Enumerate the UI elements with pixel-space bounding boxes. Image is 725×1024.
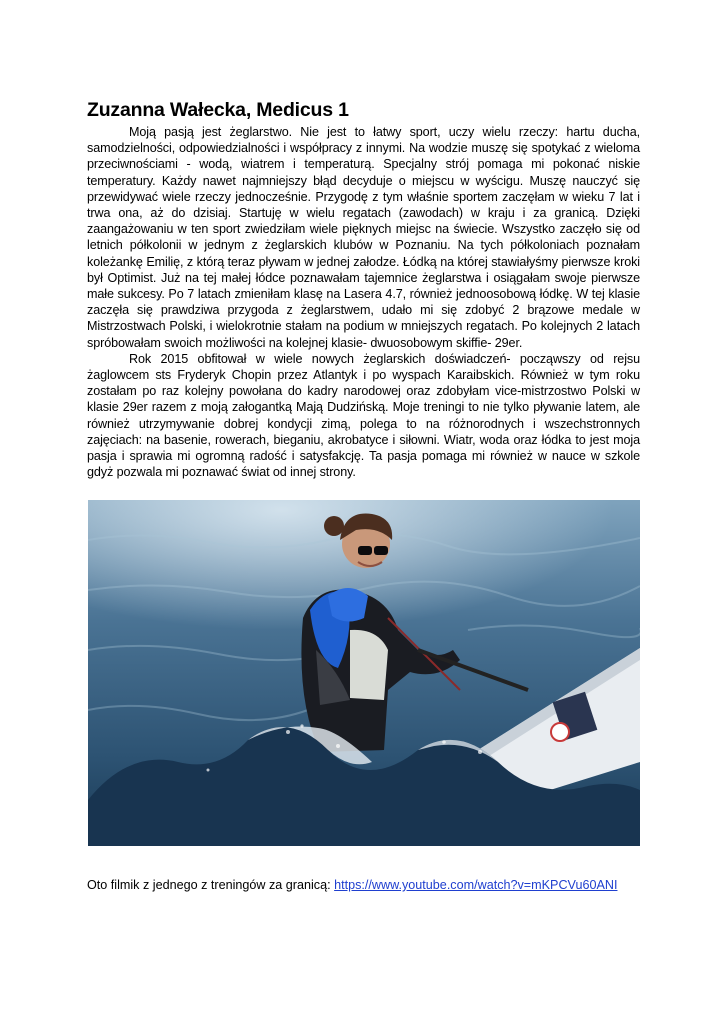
footer-video-line [87,878,617,892]
page-title: Zuzanna Wałecka, Medicus 1 [87,99,349,122]
footer-text: Oto filmik z jednego z treningów za granicą: [87,878,335,892]
article-body [87,124,640,480]
paragraph-1: Moją pasją jest żeglarstwo. Nie jest to łatwy sport, uczy wielu rzeczy: hartu ducha, samodzielności, odpowiedzialności i współpracy z innymi. Na wodzie muszę się spotykać z wieloma przeciwnościami - wodą, wiatrem i temperaturą. Specjalny strój pomaga mi pokonać niskie temperatury. Każdy nawet najmniejszy błąd decyduje o miejscu w wyścigu. Muszę nauczyć się przewidywać wiele rzeczy jednocześnie. Przygodę z tym właśnie sportem zaczęłam w wieku 7 lat i trwa ona, aż do dzisiaj. Startuję w wielu regatach (zawodach) w kraju i za granicą. Dzięki zaangażowaniu w ten sport zwiedziłam wiele pięknych miejsc na świecie. Wszystko zaczęło się od letnich półkolonii w jednym z żeglarskich klubów w Poznaniu. Na tych półkoloniach poznałam koleżankę Emilię, z którą teraz pływam w jednej załodze. Łódką na której stawiałyśmy pierwsze kroki był Optimist. Już na tej małej łódce poznawałam tajemnice żeglarstwa i osiągałam swoje pierwsze małe sukcesy. Po 7 latach zmieniłam klasę na Lasera 4.7, również jednoosobową łódkę. W tej klasie zaczęła się prawdziwa przygoda z żeglarstwem, udało mi się zdobyć 2 brązowe medale w Mistrzostwach Polski, i wielokrotnie stałam na podium w mniejszych regatach. Po kolejnych 2 latach spróbowałam swoich możliwości na kolejnej klasie- dwuosobowym skiffie- 29er. [87,125,640,350]
youtube-link[interactable]: https://www.youtube.com/watch?v=mKPCVu60ANI [334,878,618,892]
sailor-photo-illustration [88,500,640,846]
sailor-photo [88,500,640,846]
paragraph-2: Rok 2015 obfitował w wiele nowych żeglarskich doświadczeń- począwszy od rejsu żaglowcem sts Fryderyk Chopin przez Atlantyk i po wyspach Karaibskich. Również w tym roku zostałam po raz kolejny powołana do kadry narodowej oraz zdobyłam vice-mistrzostwo Polski w klasie 29er razem z moją załogantką Mają Dudzińską. Moje treningi to nie tylko pływanie latem, ale również utrzymywanie dobrej kondycji zimą, polega to na różnorodnych i wszechstronnych zajęciach: na basenie, rowerach, bieganiu, akrobatyce i siłowni. Wiatr, woda oraz łódka to jest moja pasja i sprawia mi ogromną radość i satysfakcję. Ta pasja pomaga mi również w nauce w szkole gdyż pozwala mi poznawać świat od innej strony. [87,351,640,480]
